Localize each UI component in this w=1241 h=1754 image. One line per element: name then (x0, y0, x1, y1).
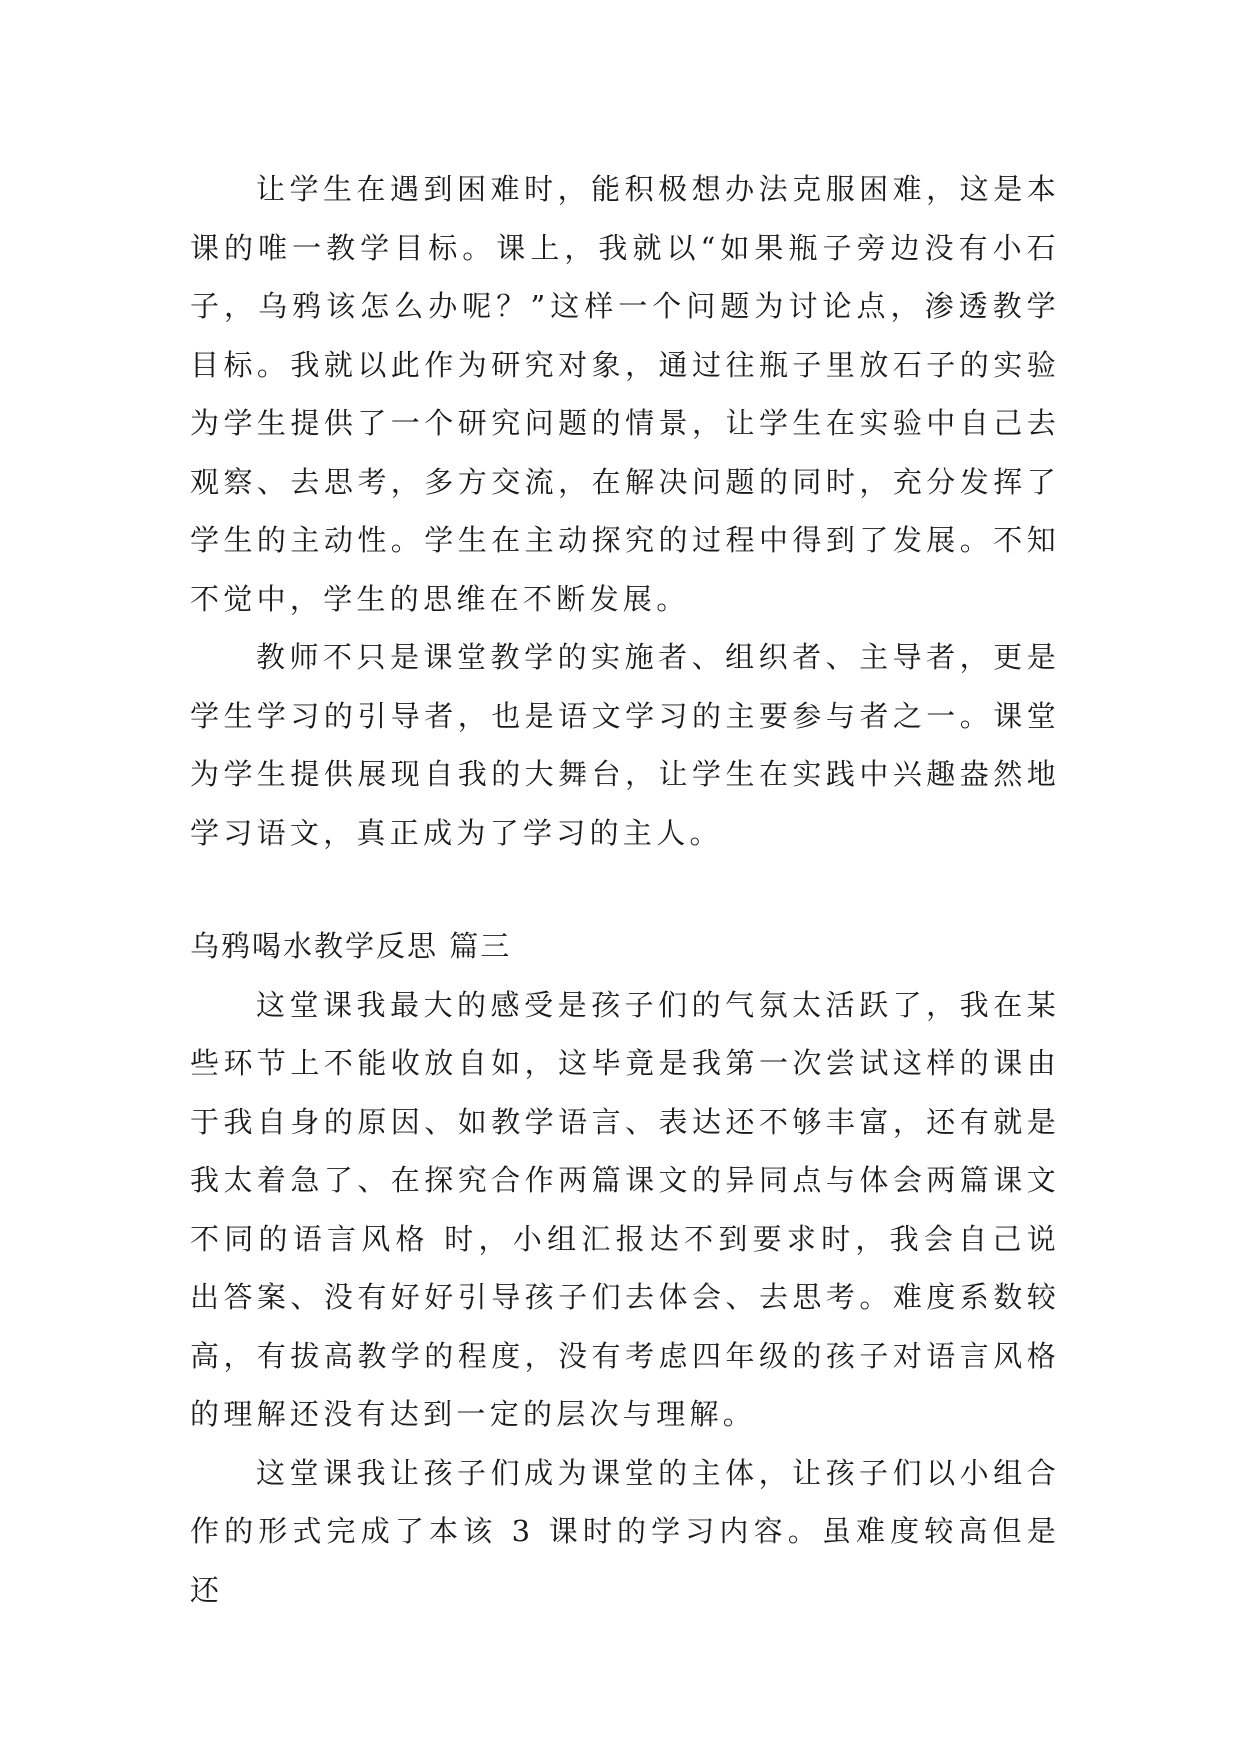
paragraph-student-centered: 这堂课我让孩子们成为课堂的主体，让孩子们以小组合作的形式完成了本该 3 课时的学习内容。虽难度较高但是还 (190, 1455, 1060, 1607)
document-body (190, 160, 1060, 1619)
section-heading: 乌鸦喝水教学反思 篇三 (190, 929, 512, 963)
paragraph-problem-solving: 让学生在遇到困难时，能积极想办法克服困难，这是本课的唯一教学目标。课上，我就以“如果瓶子旁边没有小石子，乌鸦该怎么办呢？”这样一个问题为讨论点，渗透教学目标。我就以此作为研究对象，通过往瓶子里放石子的实验为学生提供了一个研究问题的情景，让学生在实验中自己去观察、去思考，多方交流，在解决问题的同时，充分发挥了学生的主动性。学生在主动探究的过程中得到了发展。不知不觉中，学生的思维在不断发展。 (190, 172, 1060, 616)
paragraph-class-atmosphere: 这堂课我最大的感受是孩子们的气氛太活跃了，我在某些环节上不能收放自如，这毕竟是我第一次尝试这样的课由于我自身的原因、如教学语言、表达还不够丰富，还有就是我太着急了、在探究合作两篇课文的异同点与体会两篇课文不同的语言风格 时，小组汇报达不到要求时，我会自己说出答案、没有好好引导孩子们去体会、去思考。难度系数较高，有拔高教学的程度，没有考虑四年级的孩子对语言风格的理解还没有达到一定的层次与理解。 (190, 987, 1060, 1431)
paragraph-teacher-role: 教师不只是课堂教学的实施者、组织者、主导者，更是学生学习的引导者，也是语文学习的主要参与者之一。课堂为学生提供展现自我的大舞台，让学生在实践中兴趣盎然地学习语文，真正成为了学习的主人。 (190, 640, 1060, 850)
